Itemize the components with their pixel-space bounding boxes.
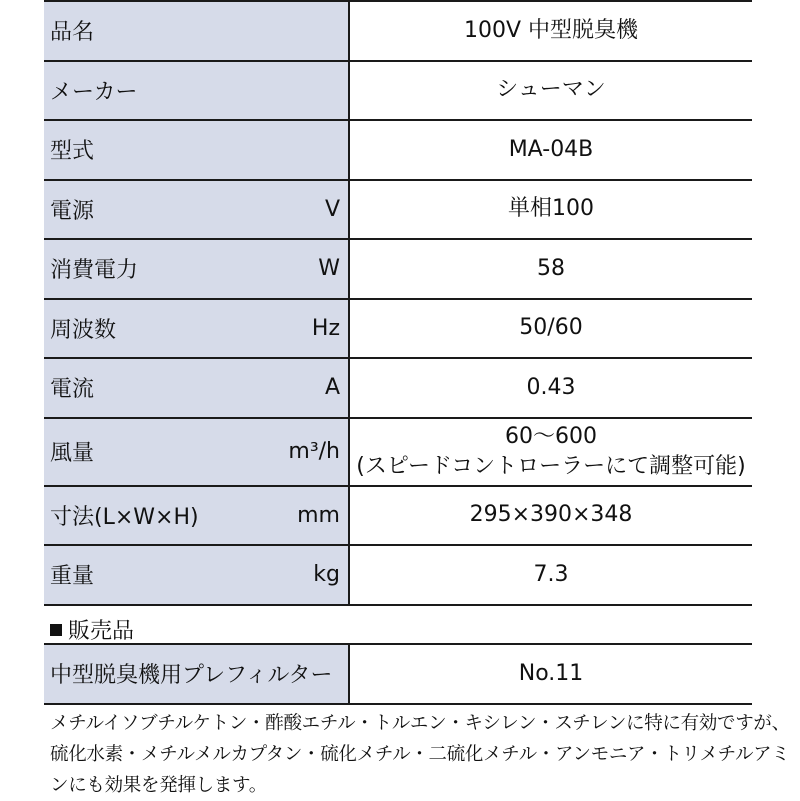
spec-value-note: (スピードコントローラーにて調整可能) [356,453,746,479]
spec-value-cell [350,546,752,604]
spec-value: 50/60 [519,315,583,341]
section-heading-text: 販売品 [68,619,135,644]
spec-label: 型式 [50,139,95,165]
footnote [50,708,790,801]
spec-value: 100V 中型脱臭機 [463,17,639,43]
spec-unit: Hz [311,315,340,341]
spec-value-cell [350,181,752,239]
spec-label: 寸法(L×W×H) [50,504,199,530]
spec-label-cell [44,121,350,179]
spec-value: 7.3 [533,561,569,587]
footnote-line: 硫化水素・メチルメルカプタン・硫化メチル・二硫化メチル・アンモニア・トリメチルアミ [50,744,790,765]
spec-label: メーカー [50,79,138,105]
spec-label-cell [44,359,350,417]
accessory-label: 中型脱臭機用プレフィルター [50,663,333,689]
spec-value-cell [350,419,752,485]
spec-row-model [44,121,752,181]
spec-value-cell [350,487,752,545]
accessory-table [44,643,752,705]
accessory-row [44,643,752,705]
spec-unit: V [324,196,340,222]
spec-unit: A [324,375,340,401]
spec-value: 単相100 [508,196,594,222]
spec-value-cell [350,62,752,120]
spec-row-maker [44,62,752,122]
spec-row-frequency [44,300,752,360]
spec-row-airflow [44,419,752,487]
spec-label: 電流 [50,377,95,403]
spec-label: 消費電力 [50,258,139,284]
spec-table [44,0,752,606]
spec-value: MA-04B [508,136,594,162]
spec-value: 60～600 [505,423,597,449]
spec-row-weight [44,546,752,606]
spec-unit: W [318,256,340,282]
spec-label-cell [44,546,350,604]
section-heading [50,614,134,645]
footnote-line: ンにも効果を発揮します。 [50,775,267,796]
spec-value: 58 [537,255,565,281]
spec-label: 電源 [50,198,95,224]
spec-row-dimensions [44,487,752,547]
spec-row-power-consumption [44,240,752,300]
spec-value-cell [350,2,752,60]
spec-value: 295×390×348 [469,502,633,528]
spec-label: 重量 [50,564,95,590]
spec-label-cell [44,487,350,545]
spec-label-cell [44,419,350,485]
spec-value-cell [350,359,752,417]
square-bullet-icon [50,624,62,636]
spec-value-cell [350,300,752,358]
accessory-value-cell [350,645,752,703]
spec-value: 0.43 [526,374,576,400]
spec-label-cell [44,300,350,358]
spec-unit: kg [313,562,340,588]
spec-label: 品名 [50,20,95,46]
footnote-line: メチルイソブチルケトン・酢酸エチル・トルエン・キシレン・スチレンに特に有効ですが、 [50,713,790,734]
spec-value-cell [350,240,752,298]
spec-unit: m³/h [288,439,340,464]
spec-label-cell [44,2,350,60]
spec-label-cell [44,181,350,239]
accessory-label-cell [44,645,350,703]
spec-label-cell [44,240,350,298]
spec-label: 周波数 [50,317,117,343]
spec-row-product-name [44,0,752,62]
spec-unit: mm [297,502,340,528]
spec-row-power-source [44,181,752,241]
spec-value-cell [350,121,752,179]
spec-label: 風量 [50,441,95,466]
spec-row-current [44,359,752,419]
accessory-value: No.11 [518,660,584,686]
spec-value: シューマン [496,77,606,103]
spec-label-cell [44,62,350,120]
